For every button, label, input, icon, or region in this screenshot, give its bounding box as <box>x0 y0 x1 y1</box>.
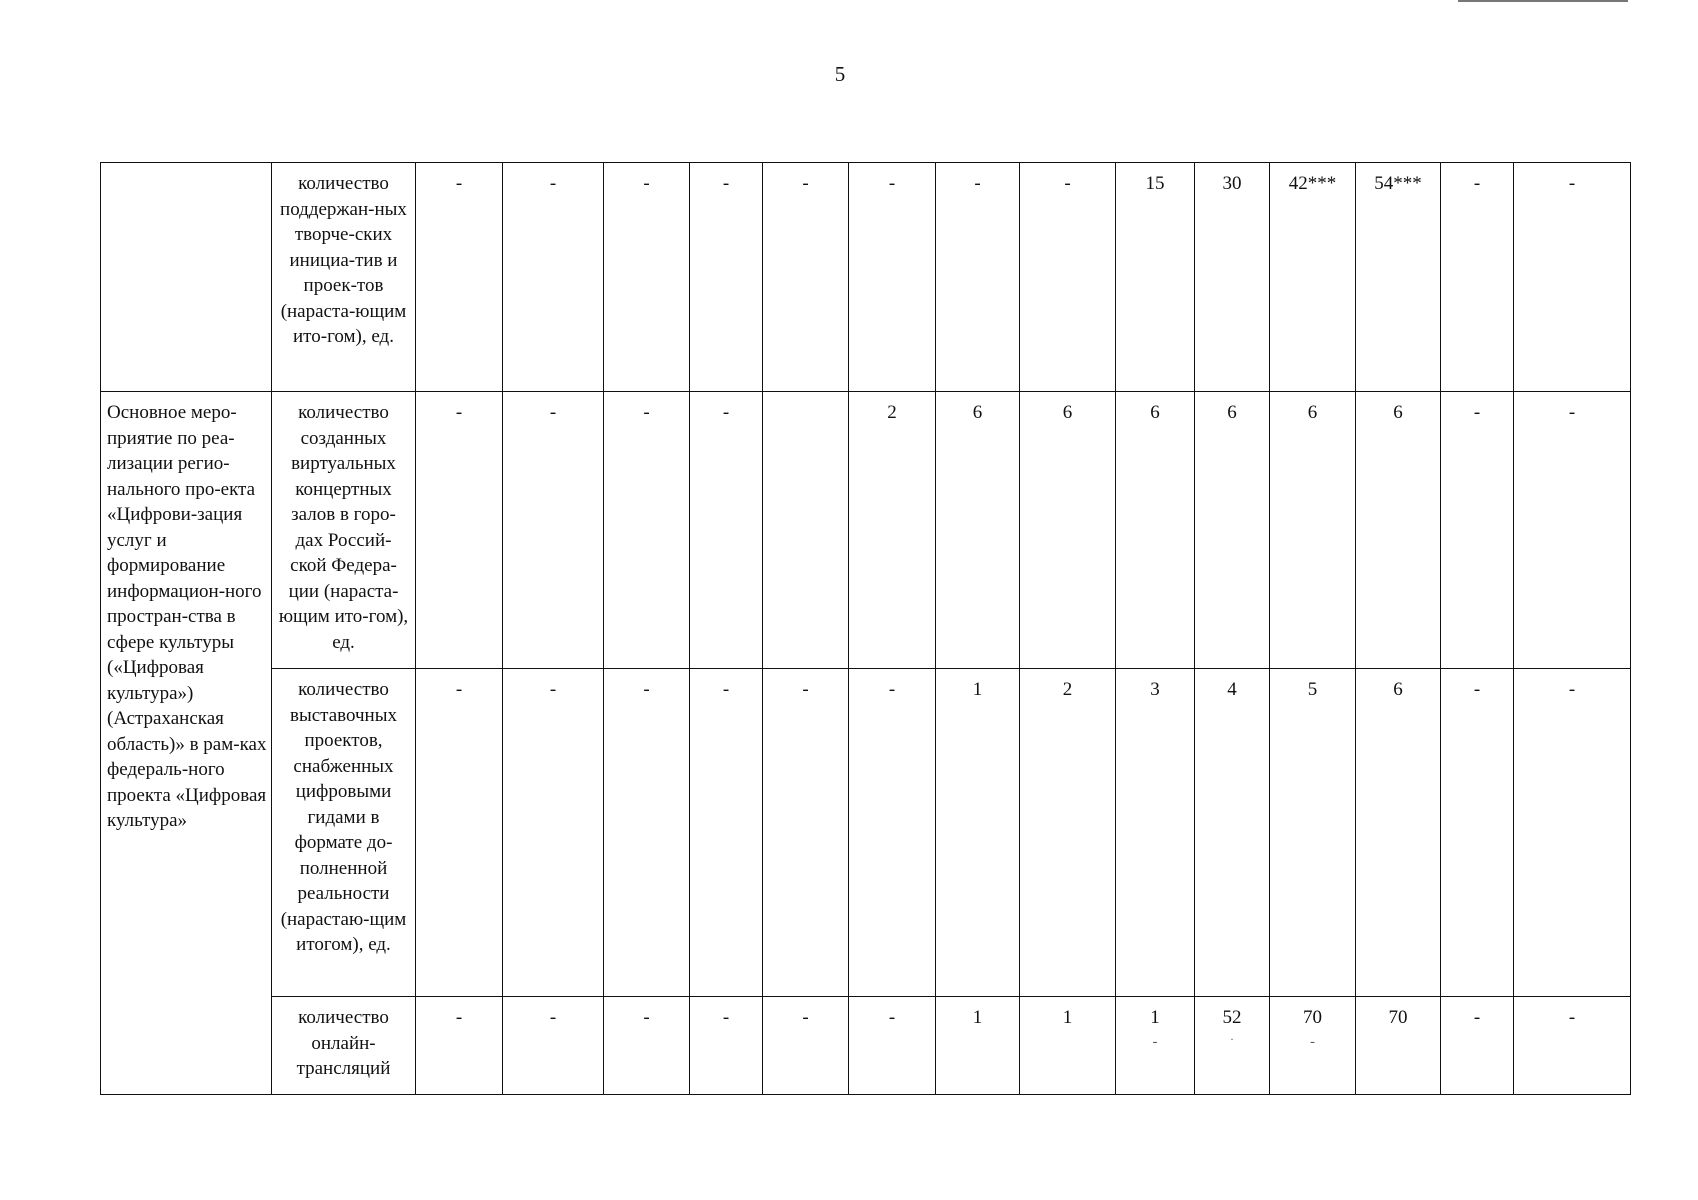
value-cell: - <box>604 669 690 997</box>
indicator-cell: количество выставочных проектов, снабженных цифровыми гидами в формате до-полненной реальности (нарастаю-щим итогом), ед. <box>272 669 416 997</box>
value-cell: 1 <box>936 669 1020 997</box>
value-cell: - <box>416 392 503 669</box>
value-cell: 70 <box>1356 997 1441 1095</box>
scan-edge-mark <box>1458 0 1628 2</box>
value-cell: - <box>849 163 936 392</box>
value-cell: 6 <box>1356 669 1441 997</box>
value-cell: 1 <box>936 997 1020 1095</box>
value-cell: 6 <box>936 392 1020 669</box>
value-cell: 5 <box>1270 669 1356 997</box>
measure-cell: Основное меро-приятие по реа-лизации регио-нального про-екта «Цифрови-зация услуг и формирование информацион-ного простран-ства в сфере культуры («Цифровая культура») (Астраханская область)» в рам-ках федераль-ного проекта «Цифровая культура» <box>101 392 272 1095</box>
table-row <box>101 669 1631 997</box>
scan-mark: ـ <box>1310 1031 1315 1046</box>
value-text: 1 <box>1150 1007 1160 1028</box>
value-cell: - <box>416 163 503 392</box>
value-cell: - <box>604 392 690 669</box>
value-cell: - <box>1441 669 1514 997</box>
indicator-cell: количество созданных виртуальных концертных залов в горо-дах Россий-ской Федера-ции (нараста-ющим ито-гом), ед. <box>272 392 416 669</box>
value-cell: - <box>763 669 849 997</box>
value-cell: 2 <box>1020 669 1116 997</box>
value-cell: 42*** <box>1270 163 1356 392</box>
value-cell: 6 <box>1116 392 1195 669</box>
value-cell: 6 <box>1020 392 1116 669</box>
value-cell: - <box>503 163 604 392</box>
measure-cell <box>101 163 272 392</box>
value-cell: 1 <box>1020 997 1116 1095</box>
value-cell: - <box>604 163 690 392</box>
value-text: 52 <box>1222 1007 1242 1028</box>
value-cell: - <box>503 392 604 669</box>
scan-mark: ـ <box>1153 1031 1157 1046</box>
value-cell: - <box>604 997 690 1095</box>
value-cell: - <box>1020 163 1116 392</box>
value-cell: 54*** <box>1356 163 1441 392</box>
value-cell: 15 <box>1116 163 1195 392</box>
value-cell: - <box>763 997 849 1095</box>
value-cell <box>1270 997 1356 1095</box>
scan-mark: · <box>1230 1031 1234 1046</box>
value-cell: 6 <box>1195 392 1270 669</box>
value-cell: - <box>1514 997 1631 1095</box>
value-cell: 4 <box>1195 669 1270 997</box>
value-cell: - <box>1514 163 1631 392</box>
value-cell <box>1116 997 1195 1095</box>
value-cell: - <box>849 669 936 997</box>
table-row <box>101 392 1631 669</box>
value-cell: - <box>690 392 763 669</box>
value-cell: - <box>1441 997 1514 1095</box>
value-cell: 30 <box>1195 163 1270 392</box>
indicator-cell: количество поддержан-ных творче-ских инициа-тив и проек-тов (нараста-ющим ито-гом), ед. <box>272 163 416 392</box>
value-cell: - <box>690 997 763 1095</box>
value-text: 70 <box>1303 1007 1322 1028</box>
value-cell: - <box>503 997 604 1095</box>
value-cell <box>1195 997 1270 1095</box>
value-cell: 2 <box>849 392 936 669</box>
value-cell: - <box>416 669 503 997</box>
indicator-cell: количество онлайн-трансляций <box>272 997 416 1095</box>
value-cell: - <box>416 997 503 1095</box>
table-row <box>101 163 1631 392</box>
value-cell: - <box>503 669 604 997</box>
value-cell: - <box>936 163 1020 392</box>
value-cell: - <box>1514 669 1631 997</box>
value-cell: - <box>849 997 936 1095</box>
page-number: 5 <box>834 62 846 86</box>
value-cell <box>763 392 849 669</box>
value-cell: 6 <box>1356 392 1441 669</box>
table-row <box>101 997 1631 1095</box>
value-cell: - <box>690 669 763 997</box>
value-cell: 6 <box>1270 392 1356 669</box>
value-cell: - <box>1441 392 1514 669</box>
value-cell: - <box>763 163 849 392</box>
value-cell: - <box>690 163 763 392</box>
value-cell: 3 <box>1116 669 1195 997</box>
indicators-table <box>100 162 1631 1095</box>
value-cell: - <box>1514 392 1631 669</box>
value-cell: - <box>1441 163 1514 392</box>
